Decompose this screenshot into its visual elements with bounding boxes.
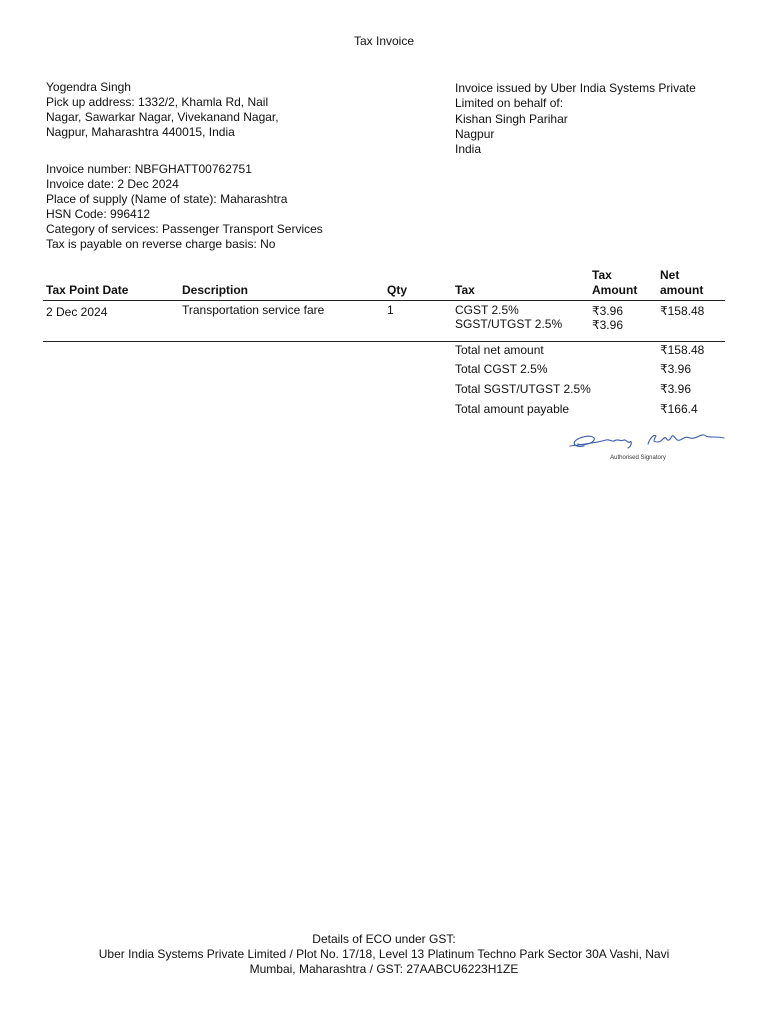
total-net-row [0, 343, 768, 361]
total-cgst-row [0, 362, 768, 380]
header-tax-amount: Amount [592, 283, 638, 297]
table-divider [43, 300, 725, 301]
total-value: ₹158.48 [660, 343, 705, 357]
signature-caption: Authorised Signatory [610, 455, 666, 461]
issuer-block [455, 81, 725, 157]
footer-address: Uber India Systems Private Limited / Plot No. 17/18, Level 13 Platinum Techno Park Sector 30A Vashi, Navi [98, 947, 670, 961]
pickup-address-line: Nagpur, Maharashtra 440015, India [46, 125, 235, 139]
reverse-charge: Tax is payable on reverse charge basis: No [46, 237, 276, 251]
table-divider [418, 341, 725, 342]
billing-block [46, 80, 316, 140]
header-qty: Qty [387, 283, 408, 297]
row-description: Transportation service fare [182, 303, 325, 317]
total-label: Total net amount [455, 343, 544, 357]
row-tax-point-date: 2 Dec 2024 [46, 305, 108, 319]
header-net-amount: Net [660, 268, 680, 282]
header-tax: Tax [455, 283, 475, 297]
total-label: Total amount payable [455, 402, 570, 416]
table-row [0, 303, 768, 339]
invoice-meta [46, 162, 323, 252]
row-qty: 1 [387, 303, 394, 317]
customer-name: Yogendra Singh [46, 80, 131, 94]
service-category: Category of services: Passenger Transport Services [46, 222, 323, 236]
invoice-date: Invoice date: 2 Dec 2024 [46, 177, 179, 191]
total-value: ₹3.96 [660, 362, 691, 376]
total-value: ₹166.4 [660, 402, 698, 416]
pickup-address-line: Nagar, Sawarkar Nagar, Vivekanand Nagar, [46, 110, 279, 124]
footer-heading: Details of ECO under GST: [312, 932, 456, 946]
total-label: Total CGST 2.5% [455, 362, 548, 376]
invoice-number: Invoice number: NBFGHATT00762751 [46, 162, 252, 176]
driver-country: India [455, 142, 482, 156]
driver-city: Nagpur [455, 127, 495, 141]
signature-icon [566, 424, 728, 468]
header-tax-point-date: Tax Point Date [46, 283, 129, 297]
total-value: ₹3.96 [660, 382, 691, 396]
footer-gst: Mumbai, Maharashtra / GST: 27AABCU6223H1ZE [249, 962, 519, 976]
row-tax-sgst: SGST/UTGST 2.5% [455, 317, 563, 331]
pickup-address-line: Pick up address: 1332/2, Khamla Rd, Nail [46, 95, 269, 109]
signature-stroke [648, 435, 724, 444]
table-divider [43, 341, 418, 342]
driver-name: Kishan Singh Parihar [455, 112, 568, 126]
row-net-amount: ₹158.48 [660, 304, 705, 318]
table-header [0, 268, 768, 300]
footer [0, 932, 768, 977]
hsn-code: HSN Code: 996412 [46, 207, 151, 221]
header-tax-amount: Tax [592, 268, 612, 282]
row-tax-amount-cgst: ₹3.96 [592, 304, 623, 318]
invoice-title: Tax Invoice [353, 34, 415, 48]
header-description: Description [182, 283, 249, 297]
total-label: Total SGST/UTGST 2.5% [455, 382, 591, 396]
row-tax-amount-sgst: ₹3.96 [592, 318, 623, 332]
issuer-line: Limited on behalf of: [455, 96, 564, 110]
issuer-line: Invoice issued by Uber India Systems Private [455, 81, 696, 95]
total-payable-row [0, 402, 768, 420]
header-net-amount: amount [660, 283, 704, 297]
place-of-supply: Place of supply (Name of state): Maharashtra [46, 192, 288, 206]
total-sgst-row [0, 382, 768, 400]
row-tax-cgst: CGST 2.5% [455, 303, 519, 317]
